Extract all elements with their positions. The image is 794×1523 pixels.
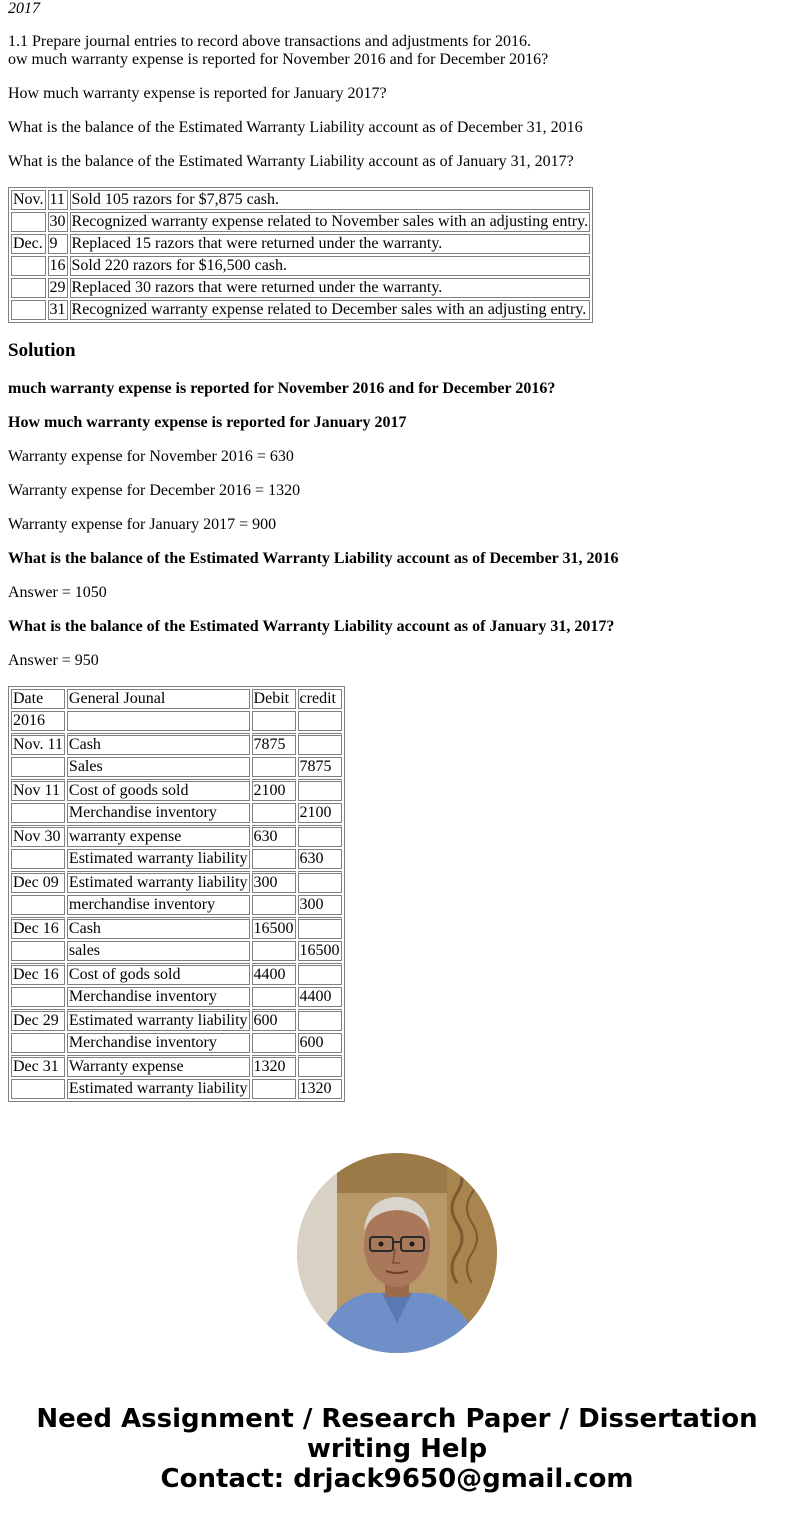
journal-account: merchandise inventory xyxy=(67,895,250,915)
transaction-description: Replaced 30 razors that were returned under the warranty. xyxy=(70,278,591,298)
journal-credit xyxy=(298,917,342,939)
answer-balance-dec: Answer = 1050 xyxy=(8,584,107,601)
promo-footer xyxy=(0,1404,794,1494)
journal-date xyxy=(11,941,65,961)
journal-date: Nov. 11 xyxy=(11,733,65,755)
transaction-description: Replaced 15 razors that were returned under the warranty. xyxy=(70,234,591,254)
journal-account: sales xyxy=(67,941,250,961)
transaction-description: Recognized warranty expense related to November sales with an adjusting entry. xyxy=(71,213,589,230)
journal-account: Warranty expense xyxy=(67,1055,250,1077)
journal-date: Nov 30 xyxy=(11,825,65,847)
journal-row xyxy=(11,987,342,1007)
solution-question-nov-dec: much warranty expense is reported for November 2016 and for December 2016? xyxy=(8,380,556,397)
promo-line-1: Need Assignment / Research Paper / Dissertation xyxy=(36,1404,758,1434)
journal-debit xyxy=(252,1033,296,1053)
journal-header-account: General Jounal xyxy=(67,689,250,709)
journal-date xyxy=(11,1033,65,1053)
journal-table xyxy=(8,686,345,1102)
journal-debit: 2100 xyxy=(252,779,296,801)
transaction-row xyxy=(11,190,590,210)
journal-row xyxy=(11,849,342,869)
journal-account: Estimated warranty liability xyxy=(67,871,250,893)
promo-line-2: writing Help xyxy=(306,1434,488,1464)
journal-credit xyxy=(298,1055,342,1077)
journal-debit: 1320 xyxy=(252,1055,296,1077)
transaction-day: 31 xyxy=(49,301,66,318)
journal-debit: 630 xyxy=(252,825,296,847)
transaction-day: 29 xyxy=(49,279,66,296)
journal-date xyxy=(11,803,65,823)
journal-credit: 1320 xyxy=(298,1079,342,1099)
journal-account: Cost of goods sold xyxy=(67,779,250,801)
journal-date xyxy=(11,757,65,777)
journal-row xyxy=(11,1055,342,1077)
journal-date xyxy=(11,1079,65,1099)
transaction-row xyxy=(11,256,590,276)
journal-credit xyxy=(298,733,342,755)
transaction-month xyxy=(11,278,46,298)
question-balance-jan: What is the balance of the Estimated Warranty Liability account as of January 31, 2017? xyxy=(8,153,574,170)
journal-date xyxy=(11,849,65,869)
journal-credit xyxy=(298,963,342,985)
journal-header-date: Date xyxy=(11,689,65,709)
journal-account: Merchandise inventory xyxy=(67,987,250,1007)
answer-dec-expense: Warranty expense for December 2016 = 1320 xyxy=(8,482,301,499)
journal-credit: 600 xyxy=(298,1033,342,1053)
journal-account: Cost of gods sold xyxy=(67,963,250,985)
document-body xyxy=(8,0,788,1102)
year-fragment: 2017 xyxy=(8,0,40,17)
transaction-day: 16 xyxy=(49,257,66,274)
author-photo xyxy=(297,1153,497,1353)
answer-nov-expense: Warranty expense for November 2016 = 630 xyxy=(8,448,294,465)
journal-row xyxy=(11,941,342,961)
journal-credit: 4400 xyxy=(298,987,342,1007)
journal-row xyxy=(11,917,342,939)
author-portrait-image xyxy=(297,1153,497,1353)
journal-account: Estimated warranty liability xyxy=(68,1080,248,1097)
journal-credit: 2100 xyxy=(298,803,342,823)
journal-debit: 600 xyxy=(252,1009,296,1031)
journal-debit xyxy=(252,987,296,1007)
journal-debit xyxy=(252,803,296,823)
transaction-month: Nov. xyxy=(13,191,44,208)
journal-header-credit: credit xyxy=(298,689,342,709)
journal-date: Nov 11 xyxy=(11,779,65,801)
question-1-1: 1.1 Prepare journal entries to record above transactions and adjustments for 2016. xyxy=(8,33,531,50)
transactions-table xyxy=(8,187,593,323)
journal-debit xyxy=(252,895,296,915)
journal-row xyxy=(11,733,342,755)
journal-debit xyxy=(252,1079,296,1099)
solution-heading: Solution xyxy=(8,340,76,361)
journal-debit: 7875 xyxy=(252,733,296,755)
journal-row xyxy=(11,779,342,801)
journal-date xyxy=(11,987,65,1007)
journal-account: Merchandise inventory xyxy=(67,803,250,823)
transaction-day: 9 xyxy=(48,234,68,254)
journal-date: Dec 16 xyxy=(11,917,65,939)
journal-cell-empty xyxy=(252,711,296,731)
journal-row xyxy=(11,871,342,893)
solution-question-balance-dec: What is the balance of the Estimated Warranty Liability account as of December 31, 2016 xyxy=(8,550,619,567)
journal-credit: 7875 xyxy=(298,757,342,777)
promo-contact-line: Contact: drjack9650@gmail.com xyxy=(160,1464,634,1494)
journal-date xyxy=(11,895,65,915)
answer-balance-jan: Answer = 950 xyxy=(8,652,99,669)
journal-row xyxy=(11,963,342,985)
transaction-month xyxy=(11,256,46,276)
journal-row xyxy=(11,825,342,847)
journal-account: Cash xyxy=(67,733,250,755)
journal-debit xyxy=(252,941,296,961)
journal-cell-empty xyxy=(298,711,342,731)
transaction-description: Sold 105 razors for $7,875 cash. xyxy=(70,190,591,210)
journal-date: Dec 09 xyxy=(11,871,65,893)
transaction-row xyxy=(11,278,590,298)
transaction-row xyxy=(11,300,590,320)
journal-credit xyxy=(298,779,342,801)
journal-date: Dec 31 xyxy=(11,1055,65,1077)
transaction-description: Sold 220 razors for $16,500 cash. xyxy=(70,256,591,276)
answer-jan-expense: Warranty expense for January 2017 = 900 xyxy=(8,516,277,533)
transaction-day: 11 xyxy=(48,190,68,210)
journal-debit xyxy=(252,849,296,869)
journal-account: Estimated warranty liability xyxy=(68,850,248,867)
question-balance-dec: What is the balance of the Estimated Warranty Liability account as of December 31, 2016 xyxy=(8,119,583,136)
journal-account: Sales xyxy=(67,757,250,777)
journal-row xyxy=(11,1009,342,1031)
journal-credit xyxy=(298,825,342,847)
journal-credit: 300 xyxy=(298,895,342,915)
journal-date: Dec 16 xyxy=(11,963,65,985)
journal-row xyxy=(11,757,342,777)
transaction-day: 30 xyxy=(49,213,66,230)
transaction-month xyxy=(11,212,46,232)
journal-account: warranty expense xyxy=(67,825,250,847)
journal-year: 2016 xyxy=(11,711,65,731)
journal-row xyxy=(11,1079,342,1099)
journal-credit xyxy=(298,1009,342,1031)
journal-row xyxy=(11,803,342,823)
journal-credit: 16500 xyxy=(299,942,340,959)
journal-row xyxy=(11,895,342,915)
journal-account: Cash xyxy=(67,917,250,939)
transaction-month: Dec. xyxy=(11,234,46,254)
transaction-row xyxy=(11,212,590,232)
journal-credit xyxy=(298,871,342,893)
journal-debit: 300 xyxy=(252,871,296,893)
transaction-row xyxy=(11,234,590,254)
transaction-month xyxy=(11,300,46,320)
journal-debit: 4400 xyxy=(252,963,296,985)
journal-account: Merchandise inventory xyxy=(67,1033,250,1053)
transaction-description: Recognized warranty expense related to December sales with an adjusting entry. xyxy=(70,300,591,320)
journal-header-row xyxy=(11,689,342,709)
solution-question-balance-jan: What is the balance of the Estimated Warranty Liability account as of January 31, 2017? xyxy=(8,618,615,635)
journal-header-debit: Debit xyxy=(252,689,296,709)
journal-account: Estimated warranty liability xyxy=(67,1009,250,1031)
journal-row xyxy=(11,1033,342,1053)
journal-credit: 630 xyxy=(298,849,342,869)
journal-debit xyxy=(252,757,296,777)
journal-cell-empty xyxy=(67,711,250,731)
journal-year-row xyxy=(11,711,342,731)
journal-debit: 16500 xyxy=(252,917,296,939)
journal-date: Dec 29 xyxy=(11,1009,65,1031)
question-warranty-nov-dec: ow much warranty expense is reported for November 2016 and for December 2016? xyxy=(8,51,549,68)
solution-question-jan: How much warranty expense is reported for January 2017 xyxy=(8,414,407,431)
question-warranty-jan: How much warranty expense is reported for January 2017? xyxy=(8,85,387,102)
